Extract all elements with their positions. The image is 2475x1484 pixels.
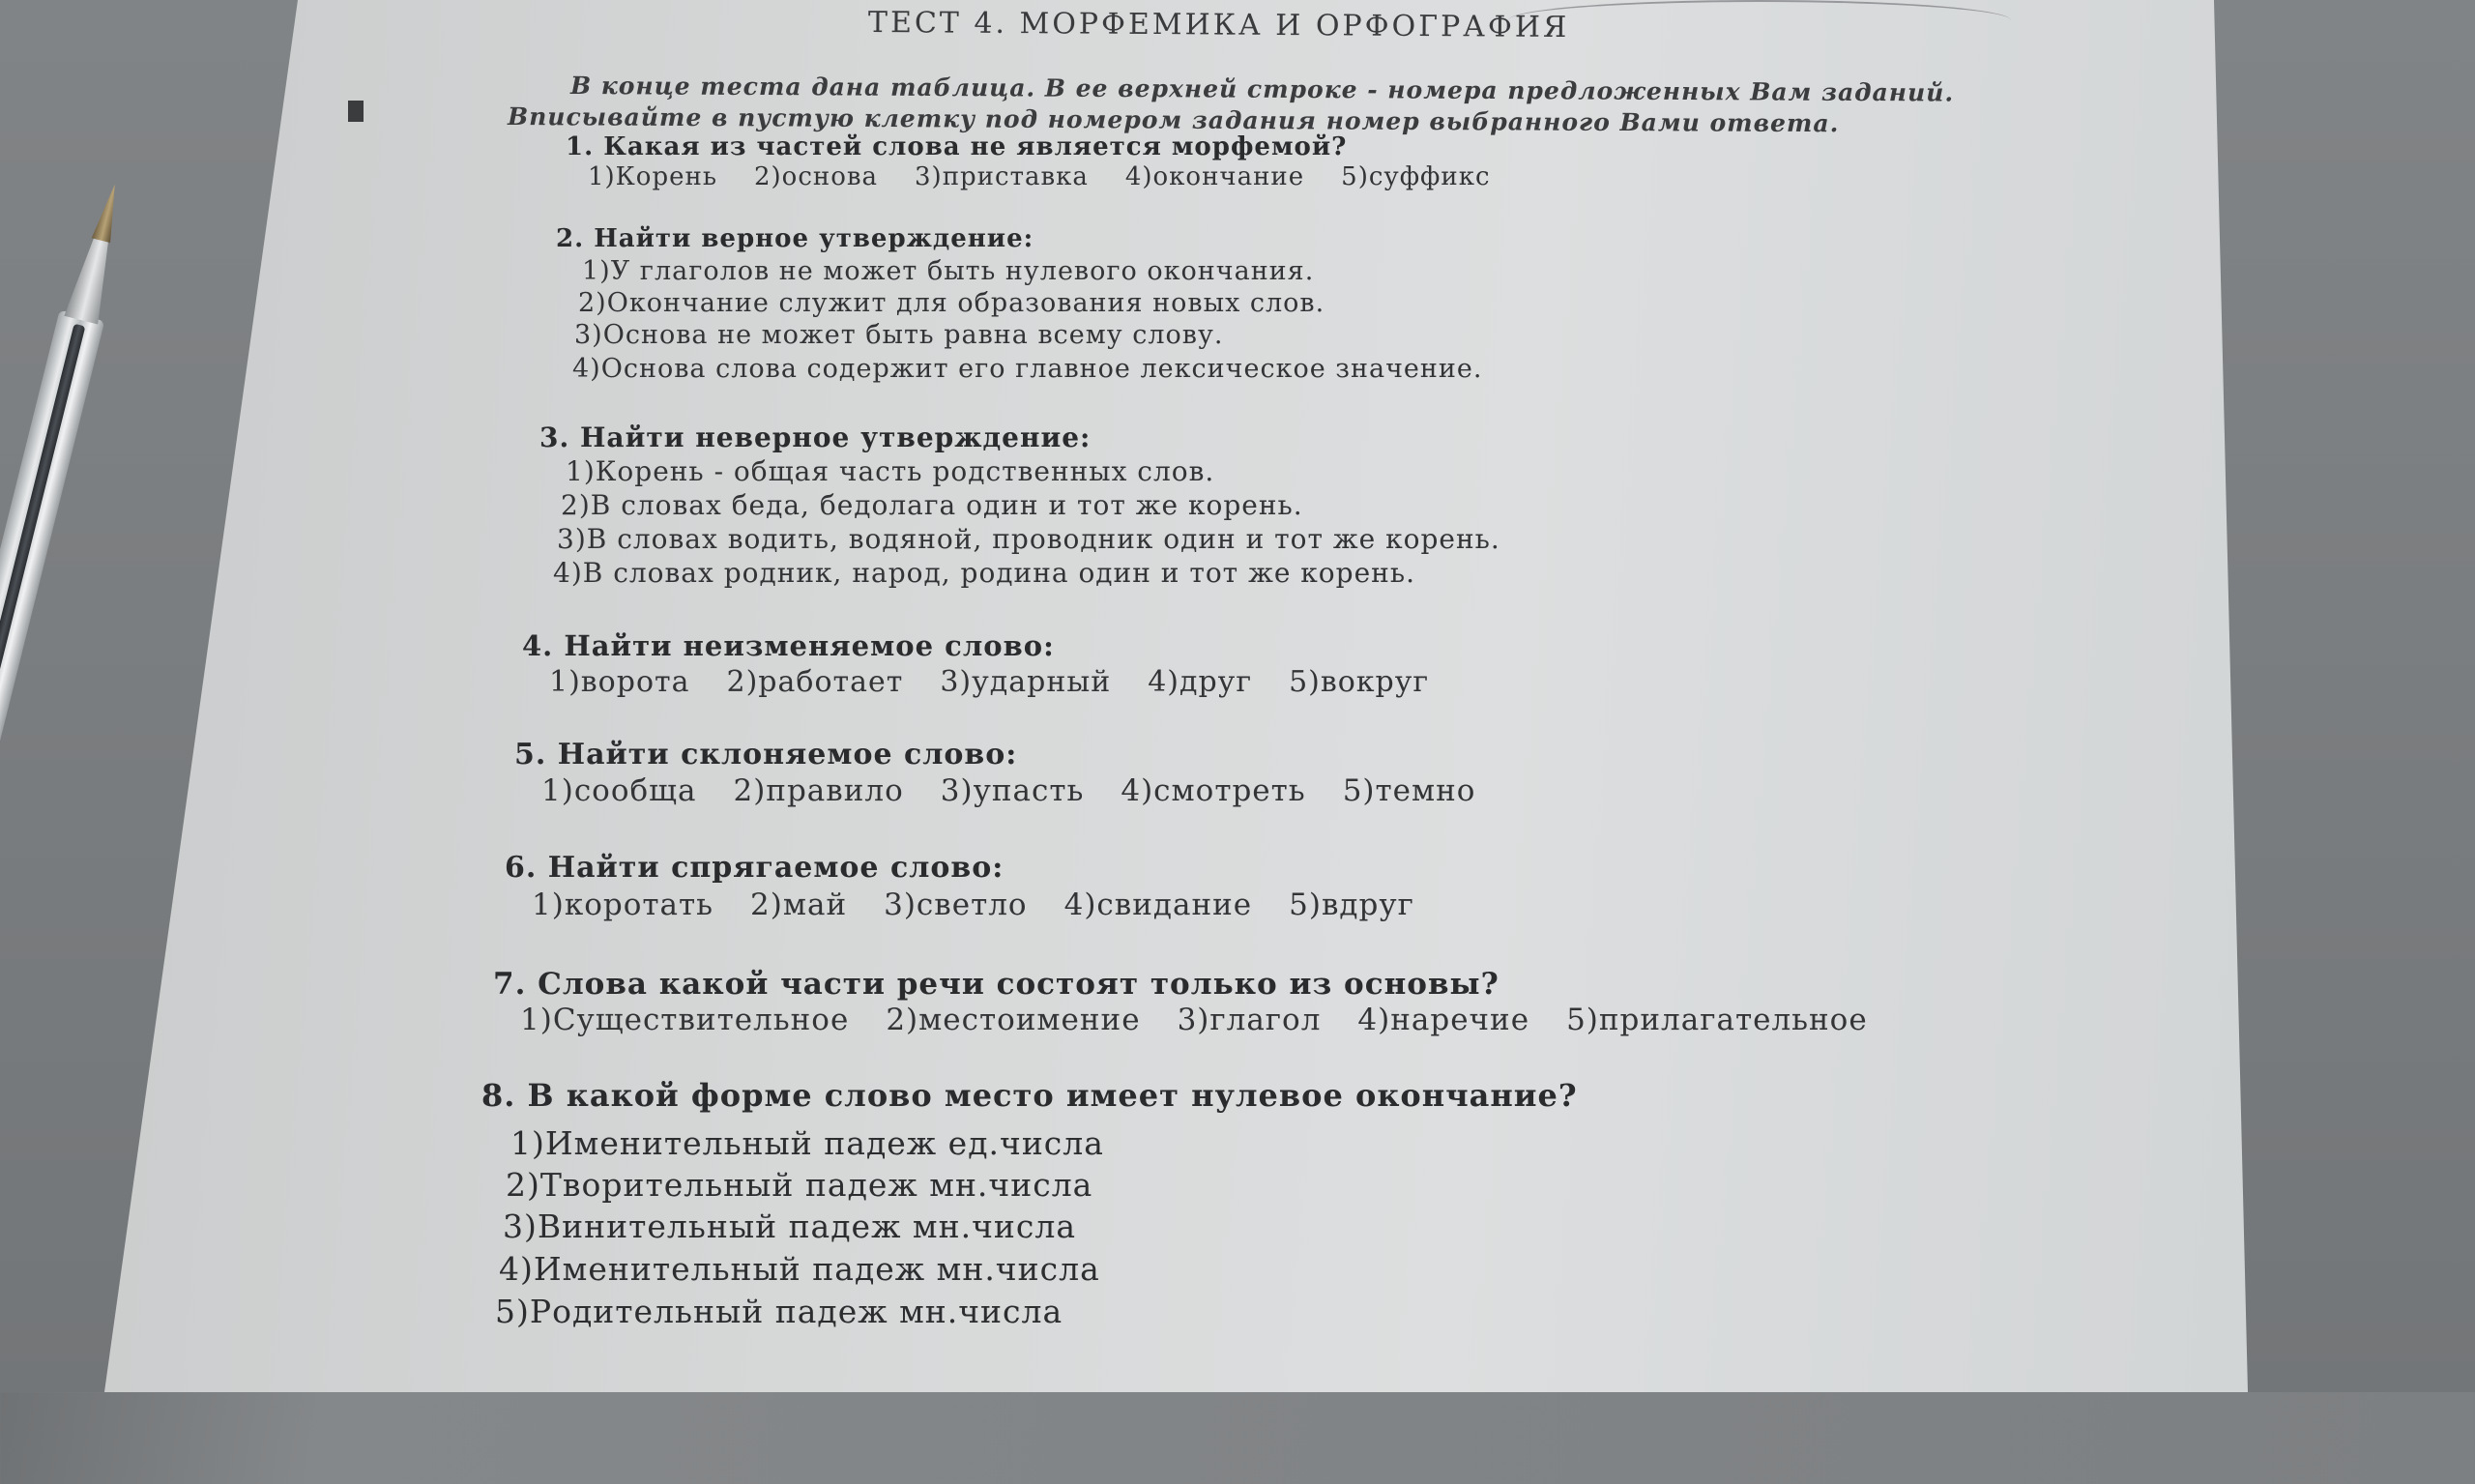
option: 5)вдруг [1289,887,1414,922]
option: 5)вокруг [1289,665,1430,699]
intro-line-1: В конце теста дана таблица. В ее верхней строке - номера предложенных Вам заданий. [569,72,1955,107]
option: 2)работает [726,665,904,699]
question-3-option-2: 2)В словах беда, бедолага один и тот же корень. [561,489,1303,521]
page-title: ТЕСТ 4. МОРФЕМИКА И ОРФОГРАФИЯ [867,6,1570,45]
option: 5)прилагательное [1566,1003,1868,1037]
question-8: 8. В какой форме слово место имеет нулевое окончание? [481,1077,1578,1114]
option: 1)Корень [588,162,717,191]
option: 3)упасть [940,773,1085,808]
handwritten-mark [1508,0,2011,41]
option: 2)местоимение [886,1003,1141,1037]
option: 2)правило [733,773,904,808]
question-2-option-2: 2)Окончание служит для образования новых слов. [578,288,1325,318]
question-2-option-1: 1)У глаголов не может быть нулевого окончания. [582,256,1315,286]
question-7-options [520,1003,1905,1037]
question-6-options [532,887,1451,922]
option: 3)приставка [915,162,1089,191]
question-2: 2. Найти верное утверждение: [556,224,1034,253]
option: 4)наречие [1357,1003,1530,1037]
question-8-option-1: 1)Именительный падеж ед.числа [510,1124,1104,1162]
question-7: 7. Слова какой части речи состоят только из основы? [493,967,1500,1002]
option: 4)свидание [1063,887,1253,922]
option: 1)ворота [549,665,690,699]
option: 4)окончание [1124,162,1305,191]
option: 5)темно [1342,773,1476,808]
question-8-option-4: 4)Именительный падеж мн.числа [499,1250,1100,1288]
question-3-option-4: 4)В словах родник, народ, родина один и тот же корень. [553,557,1415,589]
question-6: 6. Найти спрягаемое слово: [505,851,1005,885]
question-8-option-3: 3)Винительный падеж мн.числа [503,1208,1077,1245]
option: 3)глагол [1177,1003,1322,1037]
option: 1)Существительное [520,1003,850,1037]
option: 5)суффикс [1341,162,1491,191]
question-4: 4. Найти неизменяемое слово: [522,629,1055,662]
question-3-option-1: 1)Корень - общая часть родственных слов. [566,455,1215,487]
question-1: 1. Какая из частей слова не является морфемой? [566,132,1348,161]
question-8-option-5: 5)Родительный падеж мн.числа [495,1293,1063,1330]
option: 4)смотреть [1121,773,1306,808]
pen-tip [92,182,125,243]
question-3: 3. Найти неверное утверждение: [539,422,1092,453]
option: 3)светло [884,887,1028,922]
option: 1)коротать [532,887,714,922]
question-5: 5. Найти склоняемое слово: [514,738,1018,771]
question-3-option-3: 3)В словах водить, водяной, проводник один и тот же корень. [557,523,1500,555]
intro-line-2: Вписывайте в пустую клетку под номером задания номер выбранного Вами ответа. [507,102,1840,138]
question-2-option-3: 3)Основа не может быть равна всему слову. [574,320,1224,350]
question-1-options [588,162,1528,191]
option: 2)основа [753,162,879,191]
option: 4)друг [1148,665,1253,699]
option: 1)сообща [541,773,697,808]
margin-marker [348,101,364,122]
option: 3)ударный [940,665,1112,699]
question-5-options [541,773,1512,808]
option: 2)май [750,887,848,922]
question-2-option-4: 4)Основа слова содержит его главное лексическое значение. [572,354,1483,384]
question-8-option-2: 2)Творительный падеж мн.числа [506,1166,1093,1204]
question-4-options [549,665,1466,699]
